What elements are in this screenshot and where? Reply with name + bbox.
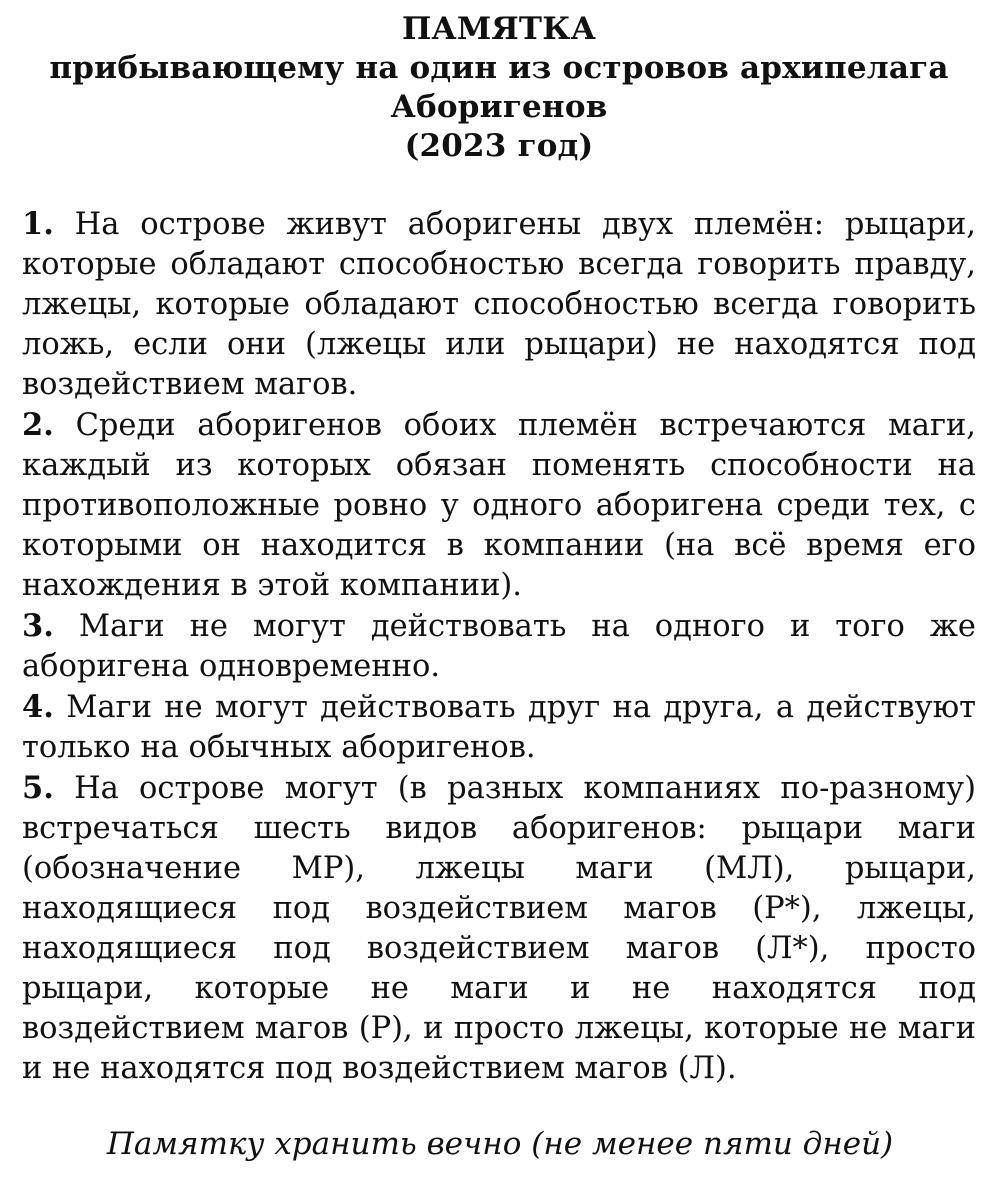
rule-number: 4. xyxy=(22,689,54,725)
rule-text: Маги не могут действовать друг на друга, а действуют только на обычных аборигенов. xyxy=(22,690,976,765)
rule-item-3 xyxy=(22,606,976,687)
rule-item-1 xyxy=(22,204,976,405)
rule-text: Маги не могут действовать на одного и того же аборигена одновременно. xyxy=(22,609,976,684)
rule-number: 2. xyxy=(22,407,54,443)
rule-item-5 xyxy=(22,768,976,1089)
rule-number: 5. xyxy=(22,770,54,806)
rules-list xyxy=(22,204,976,1089)
rule-text: На острове могут (в разных компаниях по-разному) встречаться шесть видов аборигенов: рыцари маги (обозначение МР), лжецы маги (МЛ), рыцари, находящиеся под воздействием магов (Р*), лжецы, находящиеся под воздействием магов (Л*), просто рыцари, которые не маги и не находятся под воздействием магов (Р), и просто лжецы, которые не маги и не находятся под воздействием магов (Л). xyxy=(22,771,976,1086)
rule-item-2 xyxy=(22,405,976,606)
memo-footer-note: Памятку хранить вечно (не менее пяти дней) xyxy=(106,1126,894,1162)
memo-subtitle-line2: Аборигенов xyxy=(390,89,608,125)
rule-text: На острове живут аборигены двух племён: рыцари, которые обладают способностью всегда говорить правду, лжецы, которые обладают способностью всегда говорить ложь, если они (лжецы или рыцари) не находятся под воздействием магов. xyxy=(22,207,976,402)
rule-item-4 xyxy=(22,687,976,768)
memo-title: ПАМЯТКА xyxy=(401,11,597,47)
rule-text: Среди аборигенов обоих племён встречаются маги, каждый из которых обязан поменять способности на противоположные ровно у одного аборигена среди тех, с которыми он находится в компании (на всё время его нахождения в этой компании). xyxy=(22,408,976,603)
memo-subtitle-line1: прибывающему на один из островов архипелага xyxy=(49,50,949,86)
rule-number: 3. xyxy=(22,608,54,644)
rule-number: 1. xyxy=(22,206,54,242)
memo-header xyxy=(22,10,976,166)
memo-year: (2023 год) xyxy=(404,128,594,164)
